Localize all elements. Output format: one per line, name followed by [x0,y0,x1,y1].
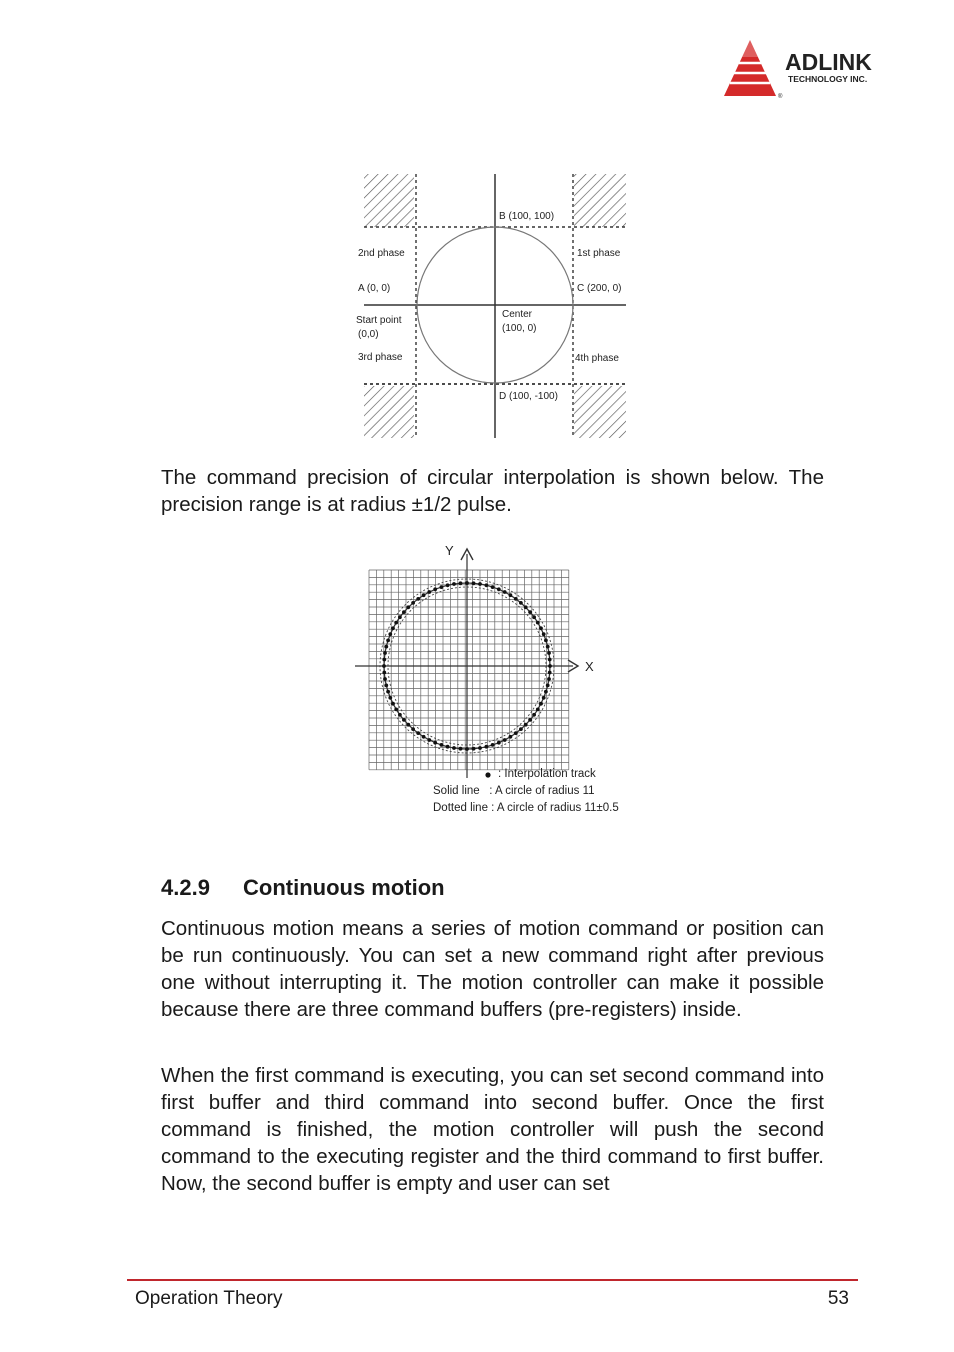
track-dot [394,621,398,625]
legend-dot-icon [485,772,490,777]
hatch-top-right [574,174,626,227]
track-dot [532,713,536,717]
track-dot [503,738,507,742]
track-dot [509,593,513,597]
track-dot [427,738,431,742]
track-dot [519,727,523,731]
legend-dot-label: : Interpolation track [498,768,596,780]
track-dot [548,671,552,675]
footer-section: Operation Theory [135,1288,283,1309]
track-dot [440,743,444,747]
track-dot [503,590,507,594]
adlink-logo [722,38,912,100]
label-phase3: 3rd phase [358,352,403,363]
track-dot [388,696,392,700]
label-c: C (200, 0) [577,283,622,294]
track-dot [478,746,482,750]
track-dot [485,745,489,749]
logo-triangle-icon [724,40,776,96]
legend-dotted-label: Dotted line : A circle of radius 11±0.5 [433,802,619,814]
track-dot [519,601,523,605]
track-dot [528,718,532,722]
circle-phase-diagram [354,168,634,440]
registered-mark: ® [778,94,783,100]
section-title: Continuous motion [243,875,445,900]
track-dot [382,664,386,668]
track-dot [406,723,410,727]
section-number: 4.2.9 [161,875,210,900]
track-dot [388,632,392,636]
track-dot [411,601,415,605]
track-dot [452,746,456,750]
track-dot [459,747,463,751]
track-dot [433,587,437,591]
track-dot [382,671,386,675]
track-dot [524,605,528,609]
interpolation-grid-diagram [345,538,665,820]
track-dot [478,582,482,586]
label-a: A (0, 0) [358,283,391,294]
label-phase4: 4th phase [575,353,619,364]
track-dot [472,747,476,751]
track-dot [472,581,476,585]
track-dot [514,731,518,735]
track-dot [446,583,450,587]
track-dot [384,684,388,688]
track-dot [391,626,395,630]
track-dot [382,658,386,662]
track-dot [427,590,431,594]
track-dot [433,741,437,745]
page-number: 53 [827,1288,849,1309]
label-center1: Center [502,309,533,320]
track-dot [497,587,501,591]
track-dot [446,745,450,749]
track-dot [524,723,528,727]
track-dot [548,658,552,662]
hatch-bottom-right [574,386,626,438]
track-dot [391,702,395,706]
grid-lines [369,570,569,770]
track-dot [544,690,548,694]
track-dot [542,696,546,700]
footer-rule [127,1279,858,1281]
paragraph-continuous-motion: Continuous motion means a series of motion command or position can be run continuously. You can set a new command right after previous one without interrupting it. The motion controller can make it possible because there are three command buffers (pre-registers) inside. [161,917,824,1021]
track-dot [547,677,551,681]
label-d: D (100, -100) [499,391,558,402]
track-dot [509,735,513,739]
hatch-top-left [364,174,414,227]
track-dot [547,651,551,655]
track-dot [539,702,543,706]
paragraph-command-buffers: When the first command is executing, you can set second command into first buffer and third command into second buffer. Once the first command is finished, the motion controller will push the second command to the executing register and the third command to first buffer. Now, the second buffer is empty and user can set [161,1064,824,1195]
track-dot [485,583,489,587]
track-dot [544,639,548,643]
track-dot [422,593,426,597]
label-center2: (100, 0) [502,323,537,334]
track-dot [383,651,387,655]
track-dot [416,597,420,601]
track-dot [465,581,469,585]
track-dot [402,718,406,722]
axis-label-y: Y [445,543,454,558]
label-start1: Start point [356,315,402,326]
axis-label-x: X [585,659,594,674]
track-dot [452,582,456,586]
track-dot [491,585,495,589]
track-dot [497,741,501,745]
track-dot [542,632,546,636]
track-dot [491,743,495,747]
legend-solid-label: Solid line : A circle of radius 11 [433,785,595,797]
track-dot [416,731,420,735]
logo-brand-text: ADLINK [785,49,872,75]
track-dot [440,585,444,589]
section-heading [161,873,445,903]
track-dot [465,747,469,751]
track-dot [398,713,402,717]
track-dot [536,621,540,625]
track-dot [411,727,415,731]
track-dot [548,664,552,668]
track-dot [514,597,518,601]
track-dot [394,708,398,712]
hatch-bottom-left [364,386,414,438]
track-dot [422,735,426,739]
paragraph-precision: The command precision of circular interpolation is shown below. The precision range is at radius ±1/2 pulse. [161,466,824,516]
track-dot [386,639,390,643]
track-dot [546,645,550,649]
label-phase1: 1st phase [577,248,621,259]
track-dot [398,615,402,619]
track-dot [546,684,550,688]
label-b: B (100, 100) [499,211,555,222]
track-dot [536,708,540,712]
track-dot [528,610,532,614]
track-dot [402,610,406,614]
track-dot [384,645,388,649]
track-dot [532,615,536,619]
track-dot [386,690,390,694]
track-dot [406,605,410,609]
track-dot [459,581,463,585]
track-dot [383,677,387,681]
label-phase2: 2nd phase [358,248,405,259]
track-dot [539,626,543,630]
logo-sub-text: TECHNOLOGY INC. [788,74,868,84]
label-start2: (0,0) [358,329,379,340]
